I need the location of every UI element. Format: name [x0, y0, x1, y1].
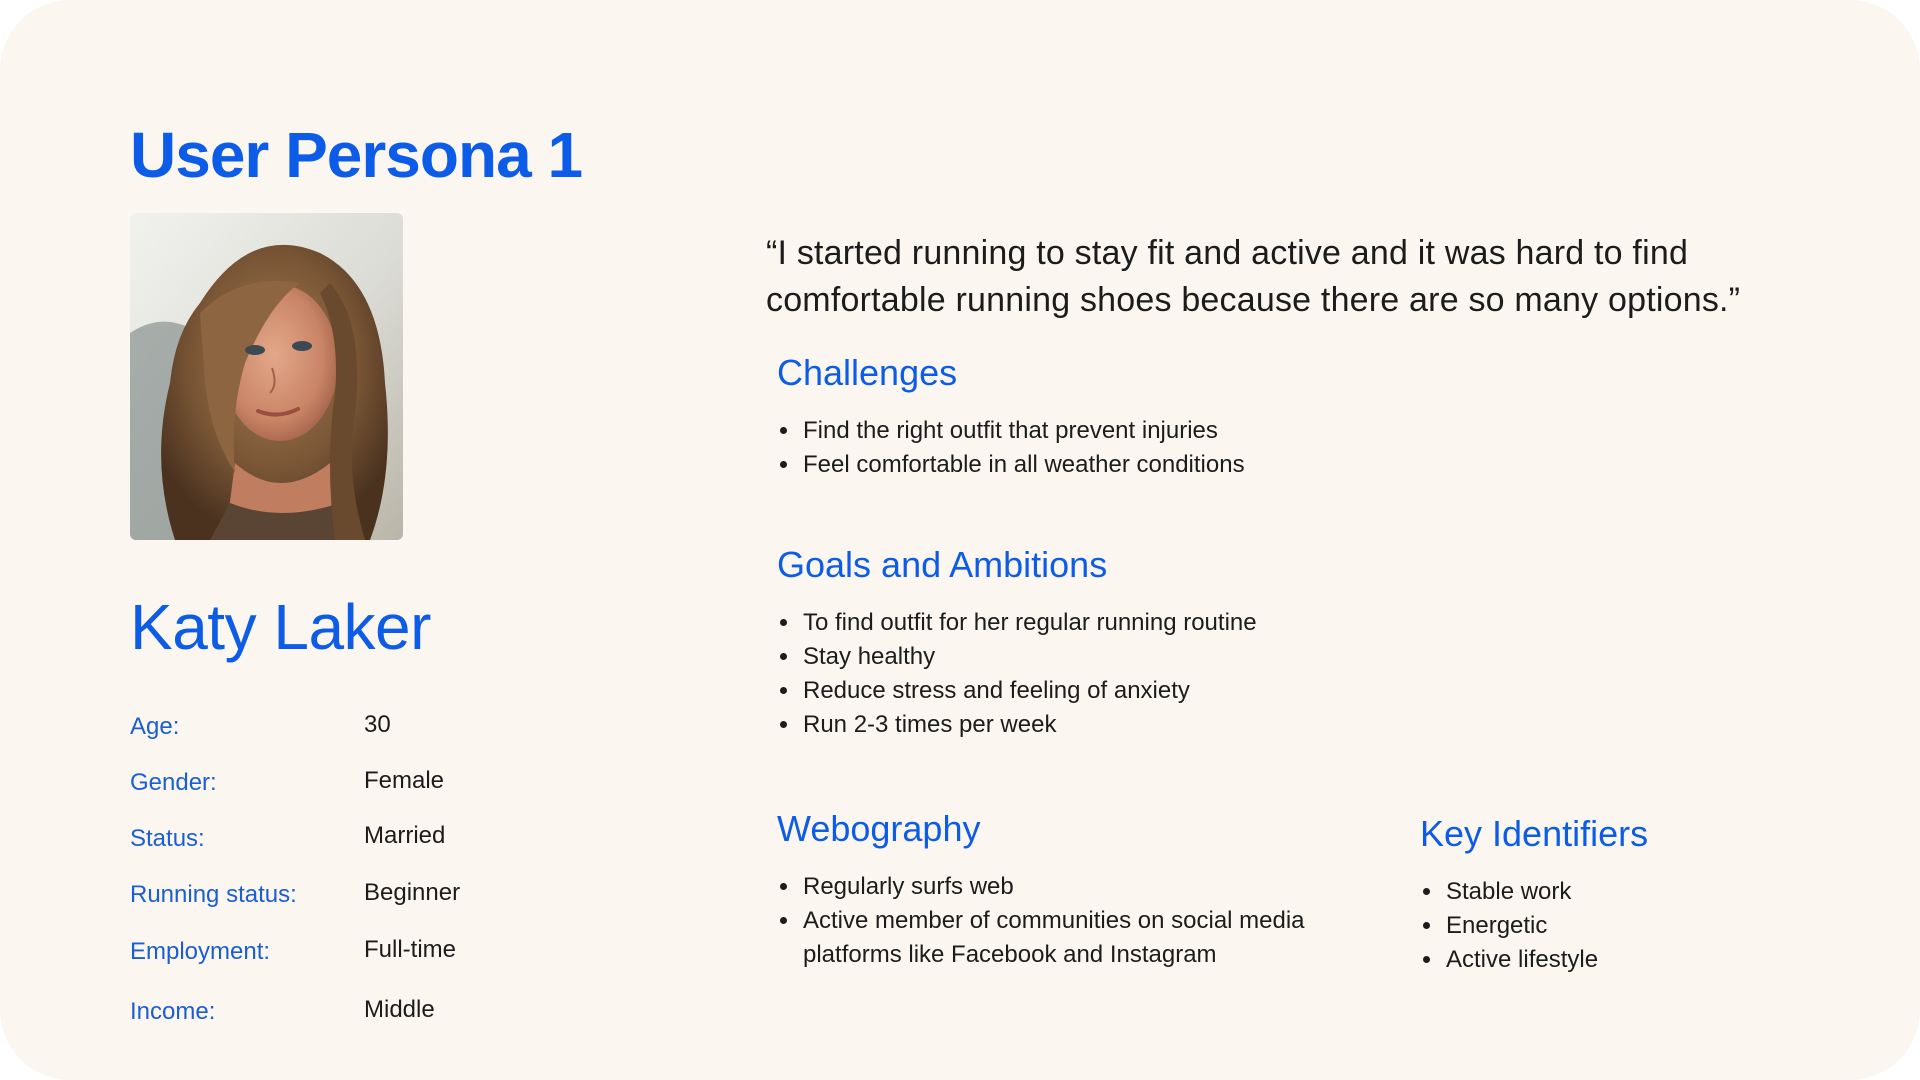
list-item: • Find the right outfit that prevent injuries [801, 414, 1401, 448]
employment-value: Full-time [364, 936, 457, 963]
persona-name: Katy Laker [130, 591, 431, 663]
running-status-label: Running status: [130, 881, 297, 908]
list-item: • Active lifestyle [1444, 943, 1844, 977]
list-item: • Run 2-3 times per week [801, 708, 1401, 742]
list-item: • Energetic [1444, 909, 1844, 943]
persona-photo [130, 213, 403, 540]
employment-label: Employment: [130, 938, 271, 965]
status-label: Status: [130, 825, 205, 852]
income-value: Middle [364, 996, 435, 1023]
list-item: • Stay healthy [801, 640, 1401, 674]
gender-value: Female [364, 767, 445, 794]
list-item: • Stable work [1444, 875, 1844, 909]
age-label: Age: [130, 713, 180, 740]
key-identifiers-list [1420, 875, 1844, 977]
key-identifiers-title: Key Identifiers [1420, 813, 1649, 854]
list-item: • Feel comfortable in all weather conditions [801, 448, 1401, 482]
income-label: Income: [130, 998, 216, 1025]
challenges-list [777, 414, 1401, 482]
goals-list [777, 606, 1401, 742]
list-item: • Regularly surfs web [801, 870, 1361, 904]
goals-title: Goals and Ambitions [777, 544, 1108, 585]
webography-title: Webography [777, 808, 981, 849]
challenges-title: Challenges [777, 352, 958, 393]
persona-quote: “I started running to stay fit and active and it was hard to find comfortable running shoes because there are so many options.” [766, 234, 1741, 319]
list-item: • Active member of communities on social media platforms like Facebook and Instagram [801, 904, 1361, 972]
status-value: Married [364, 822, 446, 849]
gender-label: Gender: [130, 769, 217, 796]
running-status-value: Beginner [364, 879, 461, 906]
page-title: User Persona 1 [130, 119, 583, 191]
age-value: 30 [364, 711, 391, 738]
webography-list [777, 870, 1361, 972]
list-item: • To find outfit for her regular running routine [801, 606, 1401, 640]
list-item: • Reduce stress and feeling of anxiety [801, 674, 1401, 708]
